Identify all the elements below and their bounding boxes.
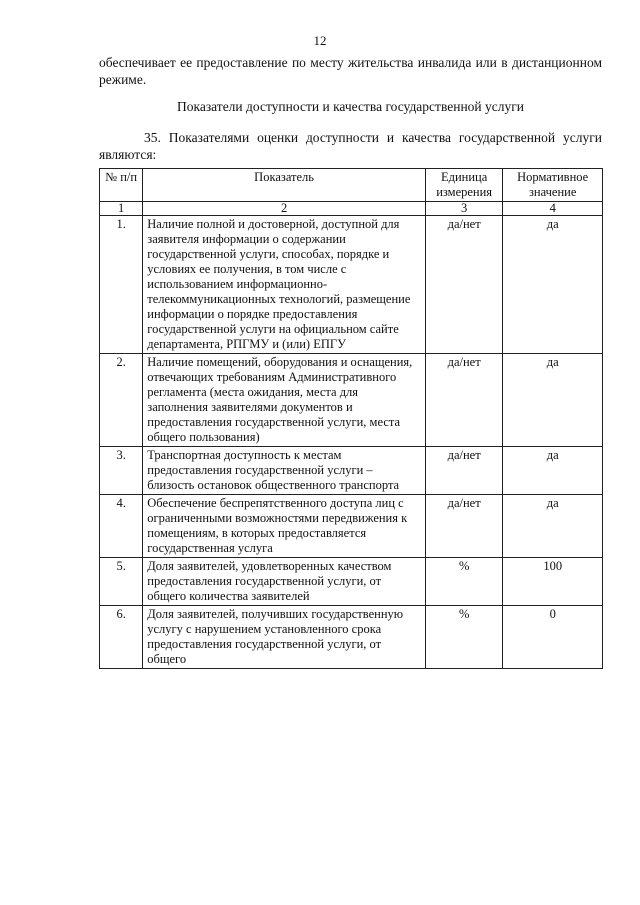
row-number: 3. <box>100 447 143 495</box>
row-number: 1. <box>100 216 143 354</box>
row-number: 4. <box>100 495 143 558</box>
index-cell: 2 <box>143 202 426 216</box>
row-indicator: Доля заявителей, получивших государственную услугу с нарушением установленного срока предоставления государственной услуги, от общего <box>143 606 426 669</box>
table-row <box>100 354 603 447</box>
row-unit: да/нет <box>425 354 502 447</box>
row-indicator: Транспортная доступность к местам предоставления государственной услуги – близость остановок общественного транспорта <box>143 447 426 495</box>
row-unit: % <box>425 606 502 669</box>
table-row <box>100 216 603 354</box>
row-unit: да/нет <box>425 447 502 495</box>
row-unit: % <box>425 558 502 606</box>
row-norm: 0 <box>503 606 603 669</box>
table-row <box>100 558 603 606</box>
row-unit: да/нет <box>425 495 502 558</box>
index-cell: 3 <box>425 202 502 216</box>
table-row <box>100 495 603 558</box>
header-norm: Нормативное значение <box>503 169 603 202</box>
row-indicator: Доля заявителей, удовлетворенных качеством предоставления государственной услуги, от общего количества заявителей <box>143 558 426 606</box>
section-title: Показатели доступности и качества государственной услуги <box>176 99 525 114</box>
header-unit: Единица измерения <box>425 169 502 202</box>
row-norm: да <box>503 495 603 558</box>
header-number: № п/п <box>100 169 143 202</box>
table-header-row <box>100 169 603 202</box>
row-indicator: Обеспечение беспрепятственного доступа лиц с ограниченными возможностями передвижения к помещениям, в которых предоставляется государственная услуга <box>143 495 426 558</box>
row-unit: да/нет <box>425 216 502 354</box>
row-norm: да <box>503 447 603 495</box>
index-cell: 1 <box>100 202 143 216</box>
row-number: 2. <box>100 354 143 447</box>
row-norm: да <box>503 216 603 354</box>
intro-text: обеспечивает ее предоставление по месту жительства инвалида или в дистанционном режиме. <box>99 55 602 87</box>
paragraph-35: 35. Показателями оценки доступности и качества государственной услуги являются: <box>99 130 602 162</box>
header-indicator: Показатель <box>143 169 426 202</box>
table-row <box>100 606 603 669</box>
row-number: 5. <box>100 558 143 606</box>
row-indicator: Наличие полной и достоверной, доступной для заявителя информации о содержании государственной услуги, способах, порядке и условиях ее получения, в том числе с использованием информационно-телекоммуникационных технологий, размещение информации о порядке предоставления государственной услуги на официальном сайте департамента, РПГМУ и (или) ЕПГУ <box>143 216 426 354</box>
row-indicator: Наличие помещений, оборудования и оснащения, отвечающих требованиям Административного регламента (места ожидания, места для заполнения заявителями документов и предоставления государственной услуги, места общего пользования) <box>143 354 426 447</box>
page-number: 12 <box>313 33 327 48</box>
table-row <box>100 447 603 495</box>
row-number: 6. <box>100 606 143 669</box>
table-index-row <box>100 202 603 216</box>
indicators-table <box>99 168 603 669</box>
row-norm: 100 <box>503 558 603 606</box>
row-norm: да <box>503 354 603 447</box>
index-cell: 4 <box>503 202 603 216</box>
